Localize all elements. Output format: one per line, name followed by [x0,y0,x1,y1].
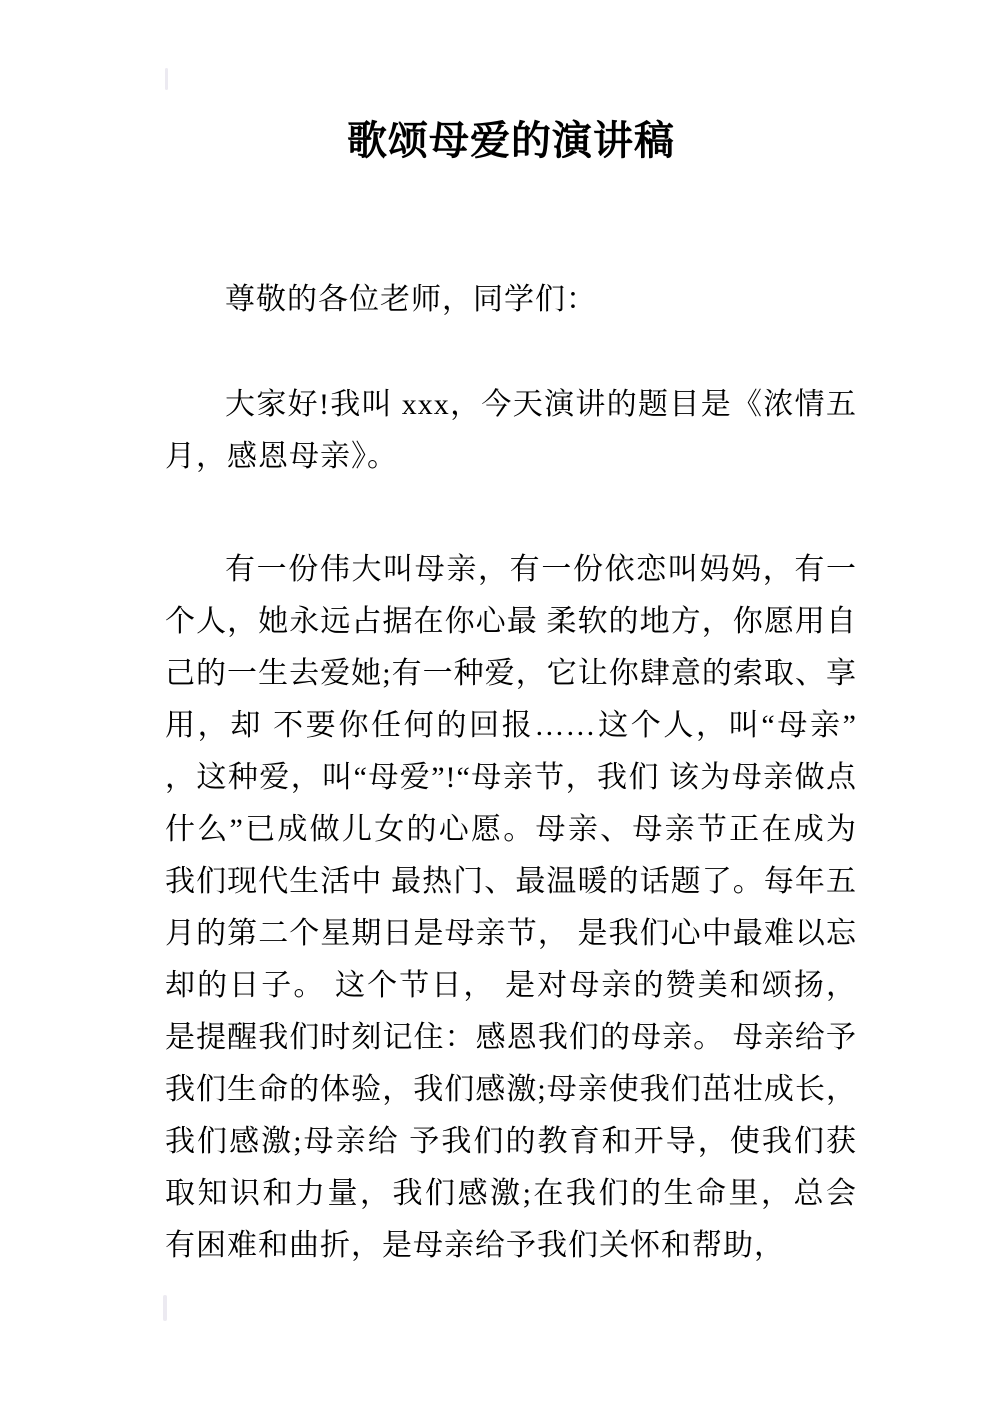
scan-smudge-mark-top [165,68,168,90]
scan-smudge-mark-bottom [163,1295,167,1321]
salutation-paragraph: 尊敬的各位老师，同学们： [225,283,597,316]
intro-paragraph: 大家好!我叫 xxx，今天演讲的题目是《浓情五月，感恩母亲》。 [165,388,857,473]
body-paragraph: 有一份伟大叫母亲，有一份依恋叫妈妈，有一个人，她永远占据在你心最 柔软的地方，你愿用自己的一生去爱她;有一种爱，它让你肆意的索取、享用，却 不要你任何的回报……这个人，叫“母亲” ，这种爱，叫“母爱”!“母亲节，我们 该为母亲做点什么”已成做儿女的心愿。母亲、母亲节正在成为我们现代生活中 最热门、最温暖的话题了。每年五月的第二个星期日是母亲节， 是我们心中最难以忘却的日子。 这个节日， 是对母亲的赞美和颂扬，是提醒我们时刻记住：感恩我们的母亲。 母亲给予我们生命的体验，我们感激;母亲使我们茁壮成长，我们感激;母亲给 予我们的教育和开导，使我们获取知识和力量，我们感激;在我们的生命里，总会 有困难和曲折，是母亲给予我们关怀和帮助， [165,553,857,1262]
document-title: 歌颂母爱的演讲稿 [347,118,675,164]
